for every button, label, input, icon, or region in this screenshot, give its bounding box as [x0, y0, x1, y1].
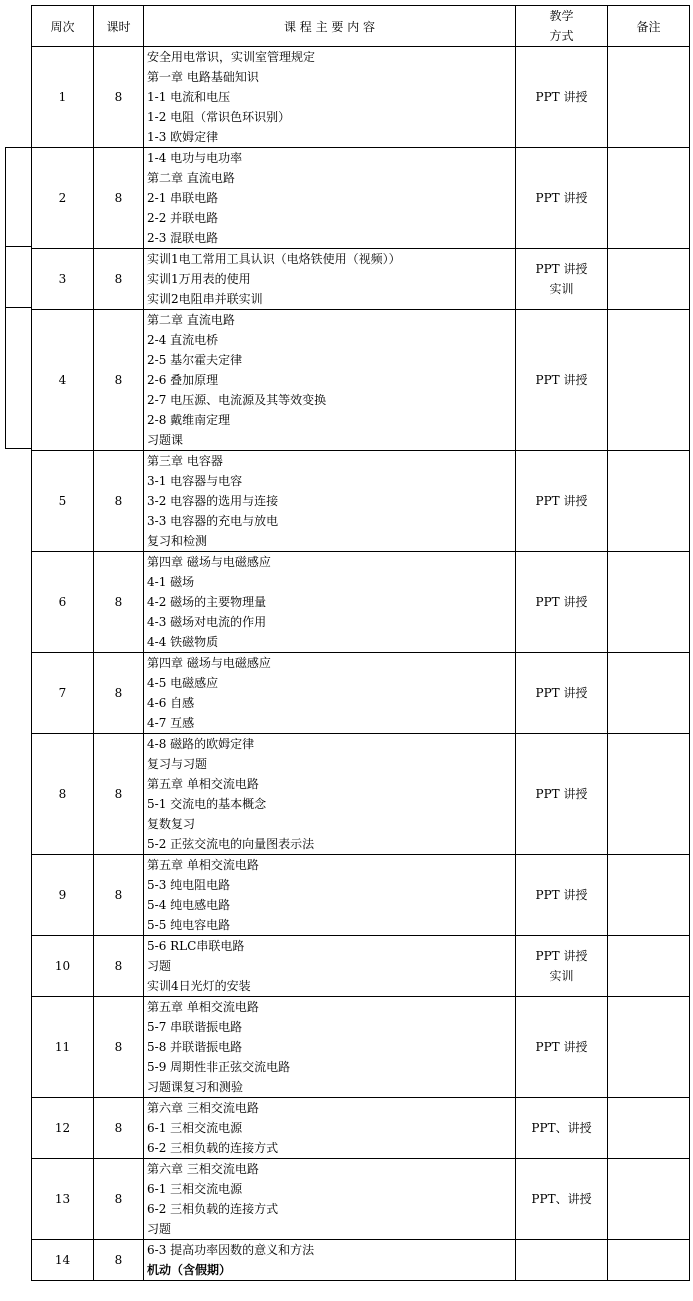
content-line: 6-1 三相交流电源 [147, 1182, 243, 1196]
method-cell [516, 310, 608, 451]
content-line: 3-1 电容器与电容 [147, 474, 243, 488]
content-line: 1-2 电阻（常识色环识别） [147, 110, 291, 124]
content-line: 4-5 电磁感应 [147, 676, 219, 690]
content-line: 复数复习 [147, 817, 196, 831]
content-line: 2-5 基尔霍夫定律 [147, 353, 243, 367]
content-line: 5-6 RLC串联电路 [147, 939, 245, 953]
table-row [32, 47, 690, 148]
content-line: 实训2电阻串并联实训 [147, 292, 263, 306]
header-content: 课 程 主 要 内 容 [144, 6, 516, 47]
outer-rule-mid [5, 307, 32, 308]
table-row [32, 310, 690, 451]
content-line: 1-4 电功与电功率 [147, 151, 243, 165]
table-row [32, 734, 690, 855]
method-cell [516, 1240, 608, 1281]
content-line: 第二章 直流电路 [147, 313, 235, 327]
method-line: PPT 讲授 [535, 191, 588, 205]
content-line: 第五章 单相交流电路 [147, 777, 259, 791]
outer-rule-top [5, 147, 32, 148]
content-line: 第五章 单相交流电路 [147, 1000, 259, 1014]
outer-rule-bottom [5, 448, 32, 449]
content-line: 第一章 电路基础知识 [147, 70, 259, 84]
notes-cell [608, 734, 690, 855]
content-cell [144, 148, 516, 249]
week-cell: 9 [32, 855, 94, 936]
week-cell: 3 [32, 249, 94, 310]
content-cell [144, 552, 516, 653]
content-line: 5-7 串联谐振电路 [147, 1020, 243, 1034]
table-row [32, 148, 690, 249]
table-row [32, 653, 690, 734]
notes-cell [608, 47, 690, 148]
hours-cell: 8 [94, 1159, 144, 1240]
hours-cell: 8 [94, 936, 144, 997]
method-line: PPT 讲授 [535, 1040, 588, 1054]
hours-cell: 8 [94, 47, 144, 148]
header-row [32, 6, 690, 47]
content-line: 安全用电常识，实训室管理规定 [147, 50, 316, 64]
notes-cell [608, 1159, 690, 1240]
content-line: 第四章 磁场与电磁感应 [147, 555, 271, 569]
week-cell: 1 [32, 47, 94, 148]
content-cell [144, 451, 516, 552]
week-cell: 14 [32, 1240, 94, 1281]
header-method [516, 6, 608, 47]
method-cell [516, 1159, 608, 1240]
method-cell [516, 855, 608, 936]
notes-cell [608, 148, 690, 249]
content-line: 2-8 戴维南定理 [147, 413, 231, 427]
content-line: 4-2 磁场的主要物理量 [147, 595, 267, 609]
content-line: 5-9 周期性非正弦交流电路 [147, 1060, 291, 1074]
week-cell: 11 [32, 997, 94, 1098]
method-line: PPT 讲授 [535, 373, 588, 387]
content-line: 第五章 单相交流电路 [147, 858, 259, 872]
method-line: PPT 讲授 [535, 494, 588, 508]
content-cell [144, 1159, 516, 1240]
content-line: 3-3 电容器的充电与放电 [147, 514, 279, 528]
table-row [32, 997, 690, 1098]
content-line: 习题 [147, 959, 172, 973]
content-line: 6-1 三相交流电源 [147, 1121, 243, 1135]
content-line: 习题课 [147, 433, 184, 447]
method-line: 实训 [549, 282, 574, 296]
method-line: PPT 讲授 [535, 888, 588, 902]
outer-rule-left [5, 147, 6, 449]
week-cell: 6 [32, 552, 94, 653]
method-cell [516, 653, 608, 734]
notes-cell [608, 552, 690, 653]
method-cell [516, 734, 608, 855]
content-line: 实训4日光灯的安装 [147, 979, 251, 993]
content-cell [144, 936, 516, 997]
week-cell: 2 [32, 148, 94, 249]
content-line: 第六章 三相交流电路 [147, 1162, 259, 1176]
content-line: 2-2 并联电路 [147, 211, 219, 225]
method-line: PPT 讲授 [535, 595, 588, 609]
content-line: 4-7 互感 [147, 716, 195, 730]
content-line: 复习与习题 [147, 757, 208, 771]
week-cell: 12 [32, 1098, 94, 1159]
content-line: 习题课复习和测验 [147, 1080, 244, 1094]
method-line: PPT 讲授 [535, 262, 588, 276]
week-cell: 4 [32, 310, 94, 451]
hours-cell: 8 [94, 855, 144, 936]
notes-cell [608, 1098, 690, 1159]
method-line: PPT 讲授 [535, 686, 588, 700]
content-cell [144, 1240, 516, 1281]
content-line: 第二章 直流电路 [147, 171, 235, 185]
content-cell [144, 47, 516, 148]
table-row [32, 855, 690, 936]
course-schedule-table [31, 5, 690, 1281]
content-cell [144, 734, 516, 855]
content-cell [144, 653, 516, 734]
hours-cell: 8 [94, 552, 144, 653]
method-line: PPT、讲授 [531, 1192, 592, 1206]
method-cell [516, 47, 608, 148]
content-line: 4-8 磁路的欧姆定律 [147, 737, 255, 751]
method-cell [516, 936, 608, 997]
content-cell [144, 249, 516, 310]
content-line: 6-2 三相负载的连接方式 [147, 1202, 279, 1216]
hours-cell: 8 [94, 451, 144, 552]
content-line: 2-1 串联电路 [147, 191, 219, 205]
method-cell [516, 997, 608, 1098]
notes-cell [608, 936, 690, 997]
table-row [32, 936, 690, 997]
method-cell [516, 552, 608, 653]
hours-cell: 8 [94, 653, 144, 734]
week-cell: 7 [32, 653, 94, 734]
method-line: PPT 讲授 [535, 787, 588, 801]
notes-cell [608, 1240, 690, 1281]
notes-cell [608, 653, 690, 734]
content-line: 2-3 混联电路 [147, 231, 219, 245]
week-cell: 10 [32, 936, 94, 997]
method-cell [516, 451, 608, 552]
content-line: 习题 [147, 1222, 172, 1236]
content-line: 1-3 欧姆定律 [147, 130, 219, 144]
method-line: PPT 讲授 [535, 90, 588, 104]
hours-cell: 8 [94, 997, 144, 1098]
table-row [32, 451, 690, 552]
method-line: 实训 [549, 969, 574, 983]
method-cell [516, 1098, 608, 1159]
week-cell: 5 [32, 451, 94, 552]
content-cell [144, 855, 516, 936]
notes-cell [608, 997, 690, 1098]
header-notes: 备注 [608, 6, 690, 47]
header-method-line: 方式 [549, 29, 574, 43]
method-cell [516, 148, 608, 249]
hours-cell: 8 [94, 734, 144, 855]
content-line: 2-4 直流电桥 [147, 333, 219, 347]
content-cell [144, 997, 516, 1098]
notes-cell [608, 855, 690, 936]
table-row [32, 1240, 690, 1281]
content-line: 实训1电工常用工具认识（电烙铁使用（视频）） [147, 252, 401, 266]
content-line: 4-3 磁场对电流的作用 [147, 615, 267, 629]
outer-rule-mid [5, 246, 32, 247]
content-line: 5-3 纯电阻电路 [147, 878, 231, 892]
notes-cell [608, 451, 690, 552]
content-line: 2-7 电压源、电流源及其等效变换 [147, 393, 327, 407]
hours-cell: 8 [94, 249, 144, 310]
content-line: 5-5 纯电容电路 [147, 918, 231, 932]
notes-cell [608, 249, 690, 310]
content-line: 第六章 三相交流电路 [147, 1101, 259, 1115]
method-line: PPT、讲授 [531, 1121, 592, 1135]
content-line: 复习和检测 [147, 534, 208, 548]
header-week: 周次 [32, 6, 94, 47]
content-line: 3-2 电容器的选用与连接 [147, 494, 279, 508]
header-method-line: 教学 [549, 9, 574, 23]
content-line: 4-1 磁场 [147, 575, 195, 589]
content-cell [144, 310, 516, 451]
table-body [32, 47, 690, 1281]
content-line: 6-3 提高功率因数的意义和方法 [147, 1243, 315, 1257]
content-line: 5-1 交流电的基本概念 [147, 797, 267, 811]
method-cell [516, 249, 608, 310]
hours-cell: 8 [94, 148, 144, 249]
method-line: PPT 讲授 [535, 949, 588, 963]
hours-cell: 8 [94, 310, 144, 451]
hours-cell: 8 [94, 1240, 144, 1281]
hours-cell: 8 [94, 1098, 144, 1159]
header-hours: 课时 [94, 6, 144, 47]
content-line: 5-2 正弦交流电的向量图表示法 [147, 837, 315, 851]
week-cell: 13 [32, 1159, 94, 1240]
notes-cell [608, 310, 690, 451]
content-line: 机动（含假期） [147, 1263, 232, 1277]
content-line: 4-6 自感 [147, 696, 195, 710]
week-cell: 8 [32, 734, 94, 855]
content-cell [144, 1098, 516, 1159]
content-line: 2-6 叠加原理 [147, 373, 219, 387]
table-row [32, 1159, 690, 1240]
content-line: 5-4 纯电感电路 [147, 898, 231, 912]
content-line: 第三章 电容器 [147, 454, 223, 468]
table-row [32, 249, 690, 310]
content-line: 5-8 并联谐振电路 [147, 1040, 243, 1054]
content-line: 1-1 电流和电压 [147, 90, 231, 104]
table-row [32, 1098, 690, 1159]
content-line: 第四章 磁场与电磁感应 [147, 656, 271, 670]
content-line: 4-4 铁磁物质 [147, 635, 219, 649]
table-row [32, 552, 690, 653]
content-line: 实训1万用表的使用 [147, 272, 251, 286]
content-line: 6-2 三相负载的连接方式 [147, 1141, 279, 1155]
